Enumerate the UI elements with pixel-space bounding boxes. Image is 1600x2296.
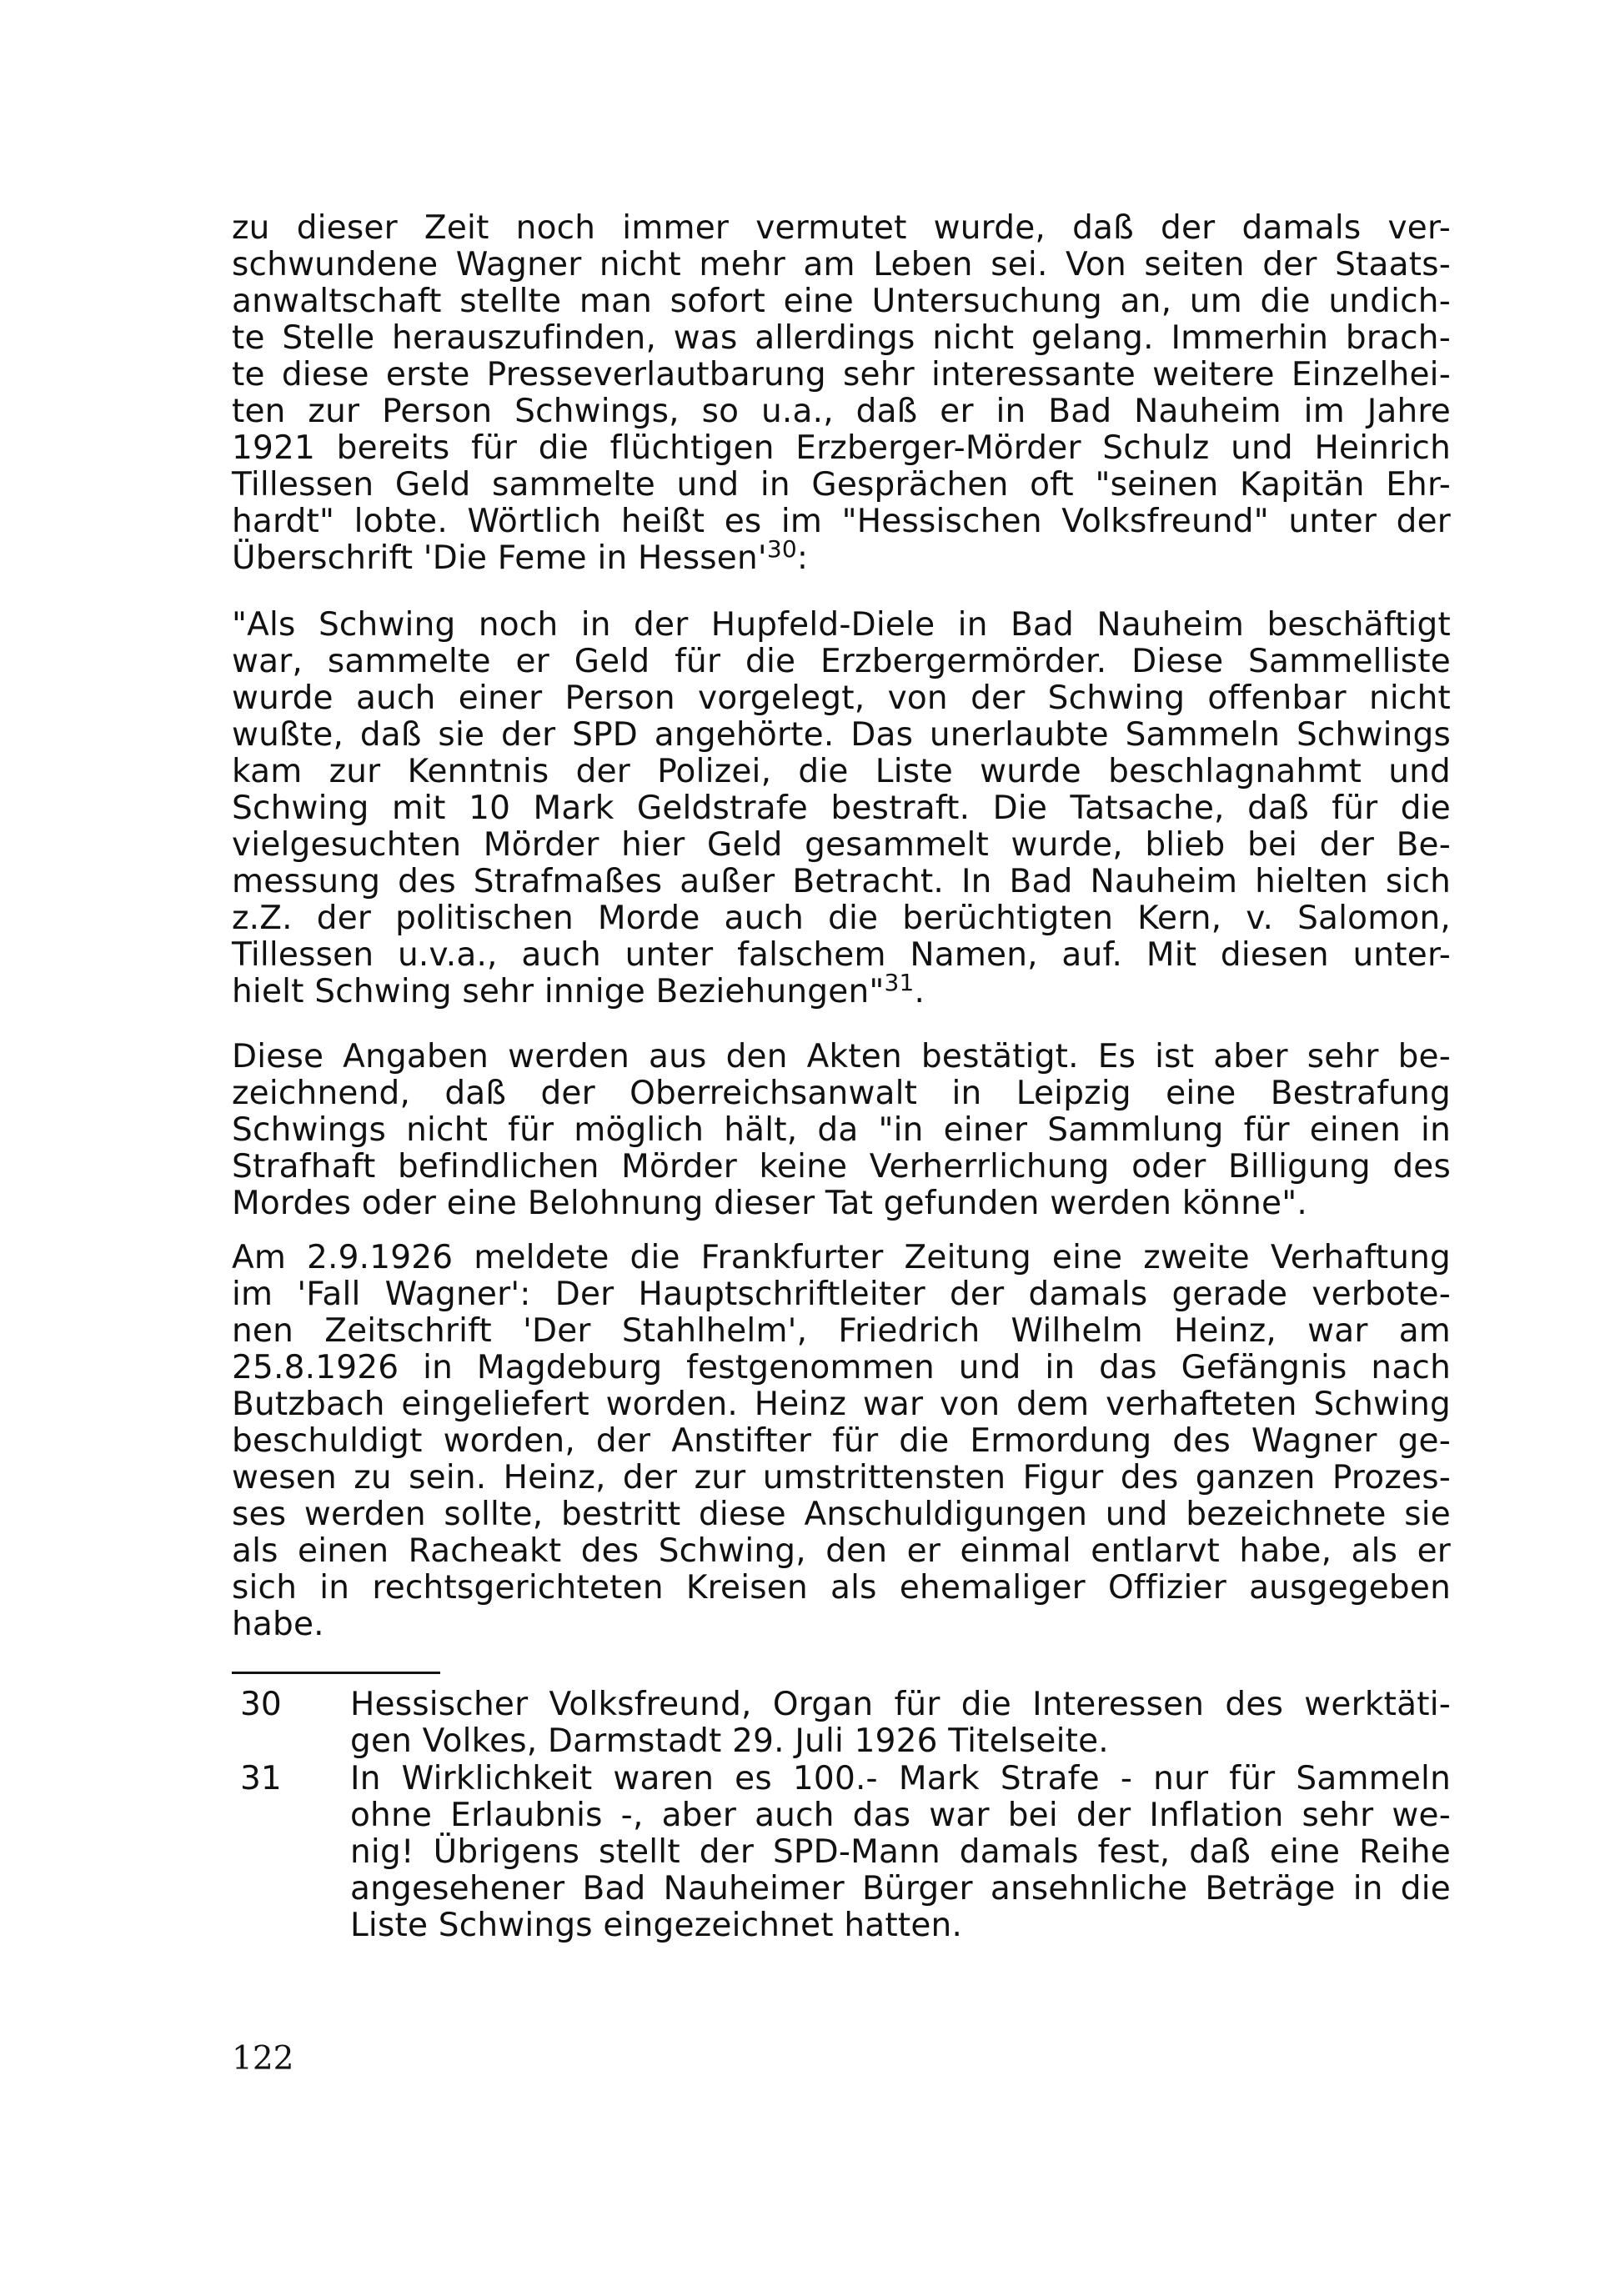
text-line: wesen zu sein. Heinz, der zur umstrittensten Figur des ganzen Prozes- — [232, 1459, 1451, 1496]
text-line: 1921 bereits für die flüchtigen Erzberger-Mörder Schulz und Heinrich — [232, 429, 1451, 467]
footnote-text — [350, 1761, 1451, 1944]
footnote-number: 31 — [240, 1760, 282, 1797]
text-line: im 'Fall Wagner': Der Hauptschriftleiter der damals gerade verbote- — [232, 1276, 1451, 1313]
text-line-end: . — [914, 973, 925, 1010]
text-line: messung des Strafmaßes außer Betracht. In Bad Nauheim hielten sich — [232, 863, 1451, 900]
text-line-last: habe. — [232, 1606, 324, 1643]
text-line: wußte, daß sie der SPD angehörte. Das unerlaubte Sammeln Schwings — [232, 716, 1451, 754]
text-line: z.Z. der politischen Morde auch die berüchtigten Kern, v. Salomon, — [232, 900, 1451, 937]
paragraph-4 — [232, 1240, 1451, 1643]
text-line-content: Überschrift 'Die Feme in Hessen' — [232, 539, 767, 577]
footnote-line: Liste Schwings eingezeichnet hatten. — [350, 1907, 963, 1944]
text-line: anwaltschaft stellte man sofort eine Untersuchung an, um die undich- — [232, 283, 1451, 320]
text-line: Schwings nicht für möglich hält, da "in einer Sammlung für einen in — [232, 1111, 1451, 1149]
footnote-line: nig! Übrigens stellt der SPD-Mann damals fest, daß eine Reihe — [350, 1833, 1451, 1871]
text-line: zu dieser Zeit noch immer vermutet wurde, daß der damals ver- — [232, 209, 1451, 247]
footnote-line: gen Volkes, Darmstadt 29. Juli 1926 Titelseite. — [350, 1722, 1109, 1760]
footnote-ref-31: 31 — [884, 969, 915, 996]
text-line: Butzbach eingeliefert worden. Heinz war von dem verhafteten Schwing — [232, 1386, 1451, 1423]
text-line: te diese erste Presseverlautbarung sehr interessante weitere Einzelhei- — [232, 356, 1451, 394]
text-line: kam zur Kenntnis der Polizei, die Liste wurde beschlagnahmt und — [232, 753, 1451, 790]
footnote-line: ohne Erlaubnis -, aber auch das war bei der Inflation sehr we- — [350, 1797, 1451, 1834]
paragraph-1 — [232, 210, 1451, 577]
text-line: Schwing mit 10 Mark Geldstrafe bestraft. Die Tatsache, daß für die — [232, 790, 1451, 827]
text-line: sich in rechtsgerichteten Kreisen als ehemaliger Offizier ausgegeben — [232, 1569, 1451, 1607]
footnote-line: Hessischer Volksfreund, Organ für die Interessen des werktäti- — [350, 1686, 1451, 1723]
text-line: nen Zeitschrift 'Der Stahlhelm', Friedrich Wilhelm Heinz, war am — [232, 1312, 1451, 1350]
text-line: ten zur Person Schwings, so u.a., daß er in Bad Nauheim im Jahre — [232, 393, 1451, 430]
text-line-last — [232, 535, 1451, 577]
text-line: zeichnend, daß der Oberreichsanwalt in Leipzig eine Bestrafung — [232, 1075, 1451, 1112]
text-line: war, sammelte er Geld für die Erzbergermörder. Diese Sammelliste — [232, 643, 1451, 680]
text-line-content: hielt Schwing sehr innige Beziehungen" — [232, 973, 885, 1010]
text-line: te Stelle herauszufinden, was allerdings nicht gelang. Immerhin brach- — [232, 319, 1451, 357]
text-line: ses werden sollte, bestritt diese Anschuldigungen und bezeichnete sie — [232, 1496, 1451, 1533]
footnote-text — [350, 1687, 1451, 1760]
text-line: als einen Racheakt des Schwing, den er einmal entlarvt habe, als er — [232, 1532, 1451, 1570]
page-number: 122 — [232, 2040, 294, 2078]
text-line-end: : — [796, 539, 809, 577]
footnote-ref-30: 30 — [766, 535, 797, 563]
footnote-line: In Wirklichkeit waren es 100.- Mark Strafe - nur für Sammeln — [350, 1760, 1451, 1797]
text-line: Tillessen Geld sammelte und in Gesprächen oft "seinen Kapitän Ehr- — [232, 466, 1451, 504]
text-line: hardt" lobte. Wörtlich heißt es im "Hessischen Volksfreund" unter der — [232, 503, 1451, 540]
footnote-line: angesehener Bad Nauheimer Bürger ansehnliche Beträge in die — [350, 1870, 1451, 1907]
text-line: Strafhaft befindlichen Mörder keine Verherrlichung oder Billigung des — [232, 1148, 1451, 1186]
text-line: schwundene Wagner nicht mehr am Leben sei. Von seiten der Staats- — [232, 246, 1451, 283]
text-line: 25.8.1926 in Magdeburg festgenommen und in das Gefängnis nach — [232, 1349, 1451, 1386]
text-line: vielgesuchten Mörder hier Geld gesammelt wurde, blieb bei der Be- — [232, 826, 1451, 864]
footnote-number: 30 — [240, 1686, 282, 1723]
text-line: Tillessen u.v.a., auch unter falschem Namen, auf. Mit diesen unter- — [232, 936, 1451, 974]
paragraph-2-quote — [232, 607, 1451, 1010]
paragraph-3 — [232, 1039, 1451, 1222]
footnote-separator — [232, 1672, 440, 1674]
text-line: "Als Schwing noch in der Hupfeld-Diele in Bad Nauheim beschäftigt — [232, 606, 1451, 644]
text-line-last: Mordes oder eine Belohnung dieser Tat gefunden werden könne". — [232, 1185, 1307, 1222]
text-line-last — [232, 969, 1451, 1010]
text-line: Am 2.9.1926 meldete die Frankfurter Zeitung eine zweite Verhaftung — [232, 1239, 1451, 1276]
text-line: Diese Angaben werden aus den Akten bestätigt. Es ist aber sehr be- — [232, 1038, 1451, 1075]
text-line: wurde auch einer Person vorgelegt, von der Schwing offenbar nicht — [232, 679, 1451, 717]
text-line: beschuldigt worden, der Anstifter für die Ermordung des Wagner ge- — [232, 1422, 1451, 1460]
